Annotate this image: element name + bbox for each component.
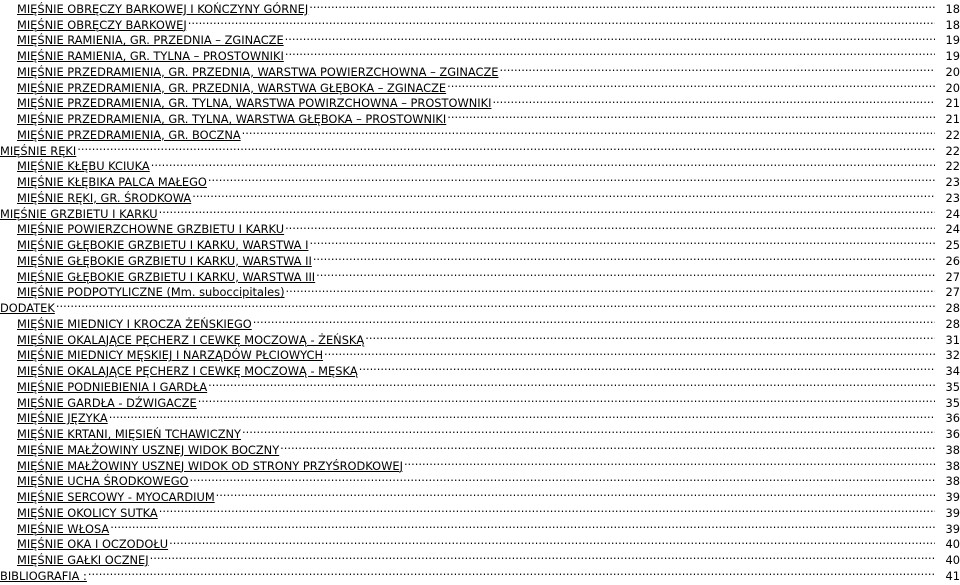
toc-entry-title: MIĘŚNIE RĘKI, GR. ŚRODKOWA [17,190,192,205]
dot-leader [109,407,935,423]
toc-entry-title: MIĘŚNIE GRZBIETU I KARKU [0,206,158,221]
toc-entry-title: MIĘŚNIE RAMIENIA, GR. PRZEDNIA – ZGINACZE [17,33,284,48]
toc-entry[interactable] [0,139,960,158]
toc-entry-page-number: 35 [945,379,960,394]
dot-leader [285,218,935,234]
toc-entry-title: MIĘŚNIE UCHA ŚRODKOWEGO [17,474,189,489]
toc-entry[interactable] [0,296,960,315]
toc-entry[interactable] [0,517,960,536]
dot-leader [313,249,935,265]
dot-leader [447,107,935,123]
toc-entry[interactable] [0,312,960,331]
toc-entry-page-number: 20 [945,80,960,95]
toc-entry-title: MIĘŚNIE OKA I OCZODOŁU [17,537,169,552]
dot-leader [216,485,935,501]
toc-entry-title: MIĘŚNIE OBRĘCZY BARKOWEJ I KOŃCZYNY GÓRNEJ [17,1,309,16]
dot-leader [151,155,935,171]
toc-entry-page-number: 24 [945,206,960,221]
dot-leader [188,13,935,29]
toc-entry-title: MIĘŚNIE MAŁŻOWINY USZNEJ WIDOK OD STRONY PRZYŚRODKOWEJ [17,458,403,473]
dot-leader [192,186,935,202]
toc-entry-title: MIĘŚNIE MAŁŻOWINY USZNEJ WIDOK BOCZNY [17,442,280,457]
dot-leader [242,422,935,438]
toc-entry-title: MIĘŚNIE OKALAJĄCE PĘCHERZ I CEWKĘ MOCZOWĄ - MĘSKĄ [17,364,358,378]
toc-entry-page-number: 22 [945,127,960,142]
toc-entry-page-number: 21 [945,96,960,111]
dot-leader [190,470,935,486]
toc-entry-title: MIĘŚNIE MIEDNICY I KROCZA ŻEŃSKIEGO [17,316,252,331]
dot-leader [447,76,935,92]
toc-entry-title: MIĘŚNIE GŁĘBOKIE GRZBIETU I KARKU, WARSTWA II [17,253,312,268]
toc-entry-title: MIĘŚNIE OKOLICY SUTKA [17,505,158,520]
toc-entry-page-number: 22 [945,143,960,158]
dot-leader [324,344,935,360]
toc-entry[interactable] [0,564,960,583]
dot-leader [88,564,935,580]
toc-entry-page-number: 23 [945,175,960,189]
toc-entry-page-number: 22 [945,159,960,174]
toc-entry-page-number: 38 [945,474,960,489]
toc-entry-page-number: 27 [945,285,960,300]
toc-entry-title: MIĘŚNIE GŁĘBOKIE GRZBIETU I KARKU, WARSTWA I [17,238,309,252]
dot-leader [110,517,935,533]
toc-entry-page-number: 32 [945,348,960,363]
dot-leader [280,438,935,454]
dot-leader [309,0,935,13]
toc-entry-page-number: 36 [945,427,960,441]
toc-entry-page-number: 19 [945,33,960,48]
toc-entry-title: MIĘŚNIE GAŁKI OCZNEJ [17,553,149,567]
toc-entry-title: MIĘŚNIE GARDŁA - DŹWIGACZE [17,395,197,410]
toc-entry-title: MIĘŚNIE PRZEDRAMIENIA, GR. TYLNA, WARSTWA POWIRZCHOWNA – PROSTOWNIKI [17,96,492,111]
dot-leader [242,123,935,139]
dot-leader [198,391,935,407]
dot-leader [492,92,935,108]
toc-entry-title: DODATEK [0,301,55,315]
toc-entry-page-number: 18 [945,1,960,16]
toc-entry-title: MIĘŚNIE GŁĘBOKIE GRZBIETU I KARKU, WARSTWA III [17,269,316,284]
dot-leader [286,281,935,297]
toc-entry[interactable] [0,155,960,174]
toc-entry-page-number: 28 [945,301,960,315]
toc-entry-page-number: 23 [945,190,960,205]
toc-entry-page-number: 28 [945,316,960,331]
toc-entry-title: MIĘŚNIE RAMIENIA, GR. TYLNA – PROSTOWNIKI [17,49,284,63]
toc-entry[interactable] [0,422,960,441]
toc-entry[interactable] [0,533,960,552]
toc-entry-title: MIĘŚNIE KRTANI, MIĘSIEŃ TCHAWICZNY [17,427,242,441]
dot-leader [208,375,935,391]
dot-leader [499,60,935,76]
toc-entry[interactable] [0,407,960,426]
dot-leader [316,265,935,281]
toc-entry-page-number: 27 [945,269,960,284]
toc-entry-page-number: 18 [945,17,960,32]
dot-leader [159,501,935,517]
toc-entry-title: MIĘŚNIE PODNIEBIENIA I GARDŁA [17,379,208,394]
toc-entry-title: MIĘŚNIE PRZEDRAMIENIA, GR. PRZEDNIA, WARSTWA POWIERZCHOWNA – ZGINACZE [17,64,499,79]
toc-entry-page-number: 26 [945,253,960,268]
toc-entry-title: MIĘŚNIE POWIERZCHOWNE GRZBIETU I KARKU [17,222,285,237]
toc-entry-page-number: 38 [945,458,960,473]
toc-entry-page-number: 25 [945,238,960,252]
toc-entry-page-number: 21 [945,112,960,126]
toc-entry-page-number: 31 [945,332,960,347]
toc-entry-title: MIĘŚNIE OBRĘCZY BARKOWEJ [17,17,187,32]
toc-entry-title: MIĘŚNIE KŁĘBU KCIUKA [17,159,150,174]
dot-leader [150,548,935,564]
toc-entry-title: MIĘŚNIE KŁĘBIKA PALCA MAŁEGO [17,175,207,189]
toc-entry-page-number: 34 [945,364,960,378]
dot-leader [404,454,935,470]
dot-leader [365,328,935,344]
dot-leader [309,233,935,249]
toc-entry-page-number: 41 [945,568,960,583]
toc-entry[interactable] [0,0,960,16]
toc-entry-title: MIĘŚNIE RĘKI [0,143,77,158]
toc-entry-title: MIĘŚNIE PRZEDRAMIENIA, GR. TYLNA, WARSTWA GŁĘBOKA – PROSTOWNIKI [17,112,447,126]
toc-entry-page-number: 38 [945,442,960,457]
toc-entry-title: MIĘŚNIE OKALAJĄCE PĘCHERZ I CEWKĘ MOCZOWĄ - ŻEŃSKĄ [17,332,365,347]
dot-leader [285,29,935,45]
toc-entry-page-number: 20 [945,64,960,79]
toc-entry-page-number: 35 [945,395,960,410]
toc-entry-title: MIĘŚNIE WŁOSA [17,521,110,536]
dot-leader [208,170,935,186]
dot-leader [77,139,935,155]
toc-entry-page-number: 24 [945,222,960,237]
toc-entry-page-number: 40 [945,537,960,552]
dot-leader [56,296,935,312]
toc-entry-title: MIĘŚNIE PODPOTYLICZNE (Mm. suboccipitales) [17,285,285,300]
toc-entry-title: MIĘŚNIE MIEDNICY MĘSKIEJ I NARZĄDÓW PŁCIOWYCH [17,348,324,363]
dot-leader [159,202,935,218]
toc-entry-title: MIĘŚNIE PRZEDRAMIENIA, GR. PRZEDNIA, WARSTWA GŁĘBOKA – ZGINACZE [17,80,447,95]
toc-entry-page-number: 19 [945,49,960,63]
toc-entry-page-number: 40 [945,553,960,567]
dot-leader [169,533,935,549]
toc-entry-page-number: 39 [945,505,960,520]
toc-entry-page-number: 39 [945,521,960,536]
toc-entry-title: MIĘŚNIE PRZEDRAMIENIA, GR. BOCZNA [17,127,241,142]
toc-entry-page-number: 36 [945,411,960,426]
toc-entry-title: BIBLIOGRAFIA : [0,568,87,583]
dot-leader [359,359,935,375]
dot-leader [253,312,935,328]
toc-entry-title: MIĘŚNIE SERCOWY - MYOCARDIUM [17,490,215,504]
toc-entry-page-number: 39 [945,490,960,504]
dot-leader [285,44,935,60]
toc-entry-title: MIĘŚNIE JĘZYKA [17,411,108,426]
